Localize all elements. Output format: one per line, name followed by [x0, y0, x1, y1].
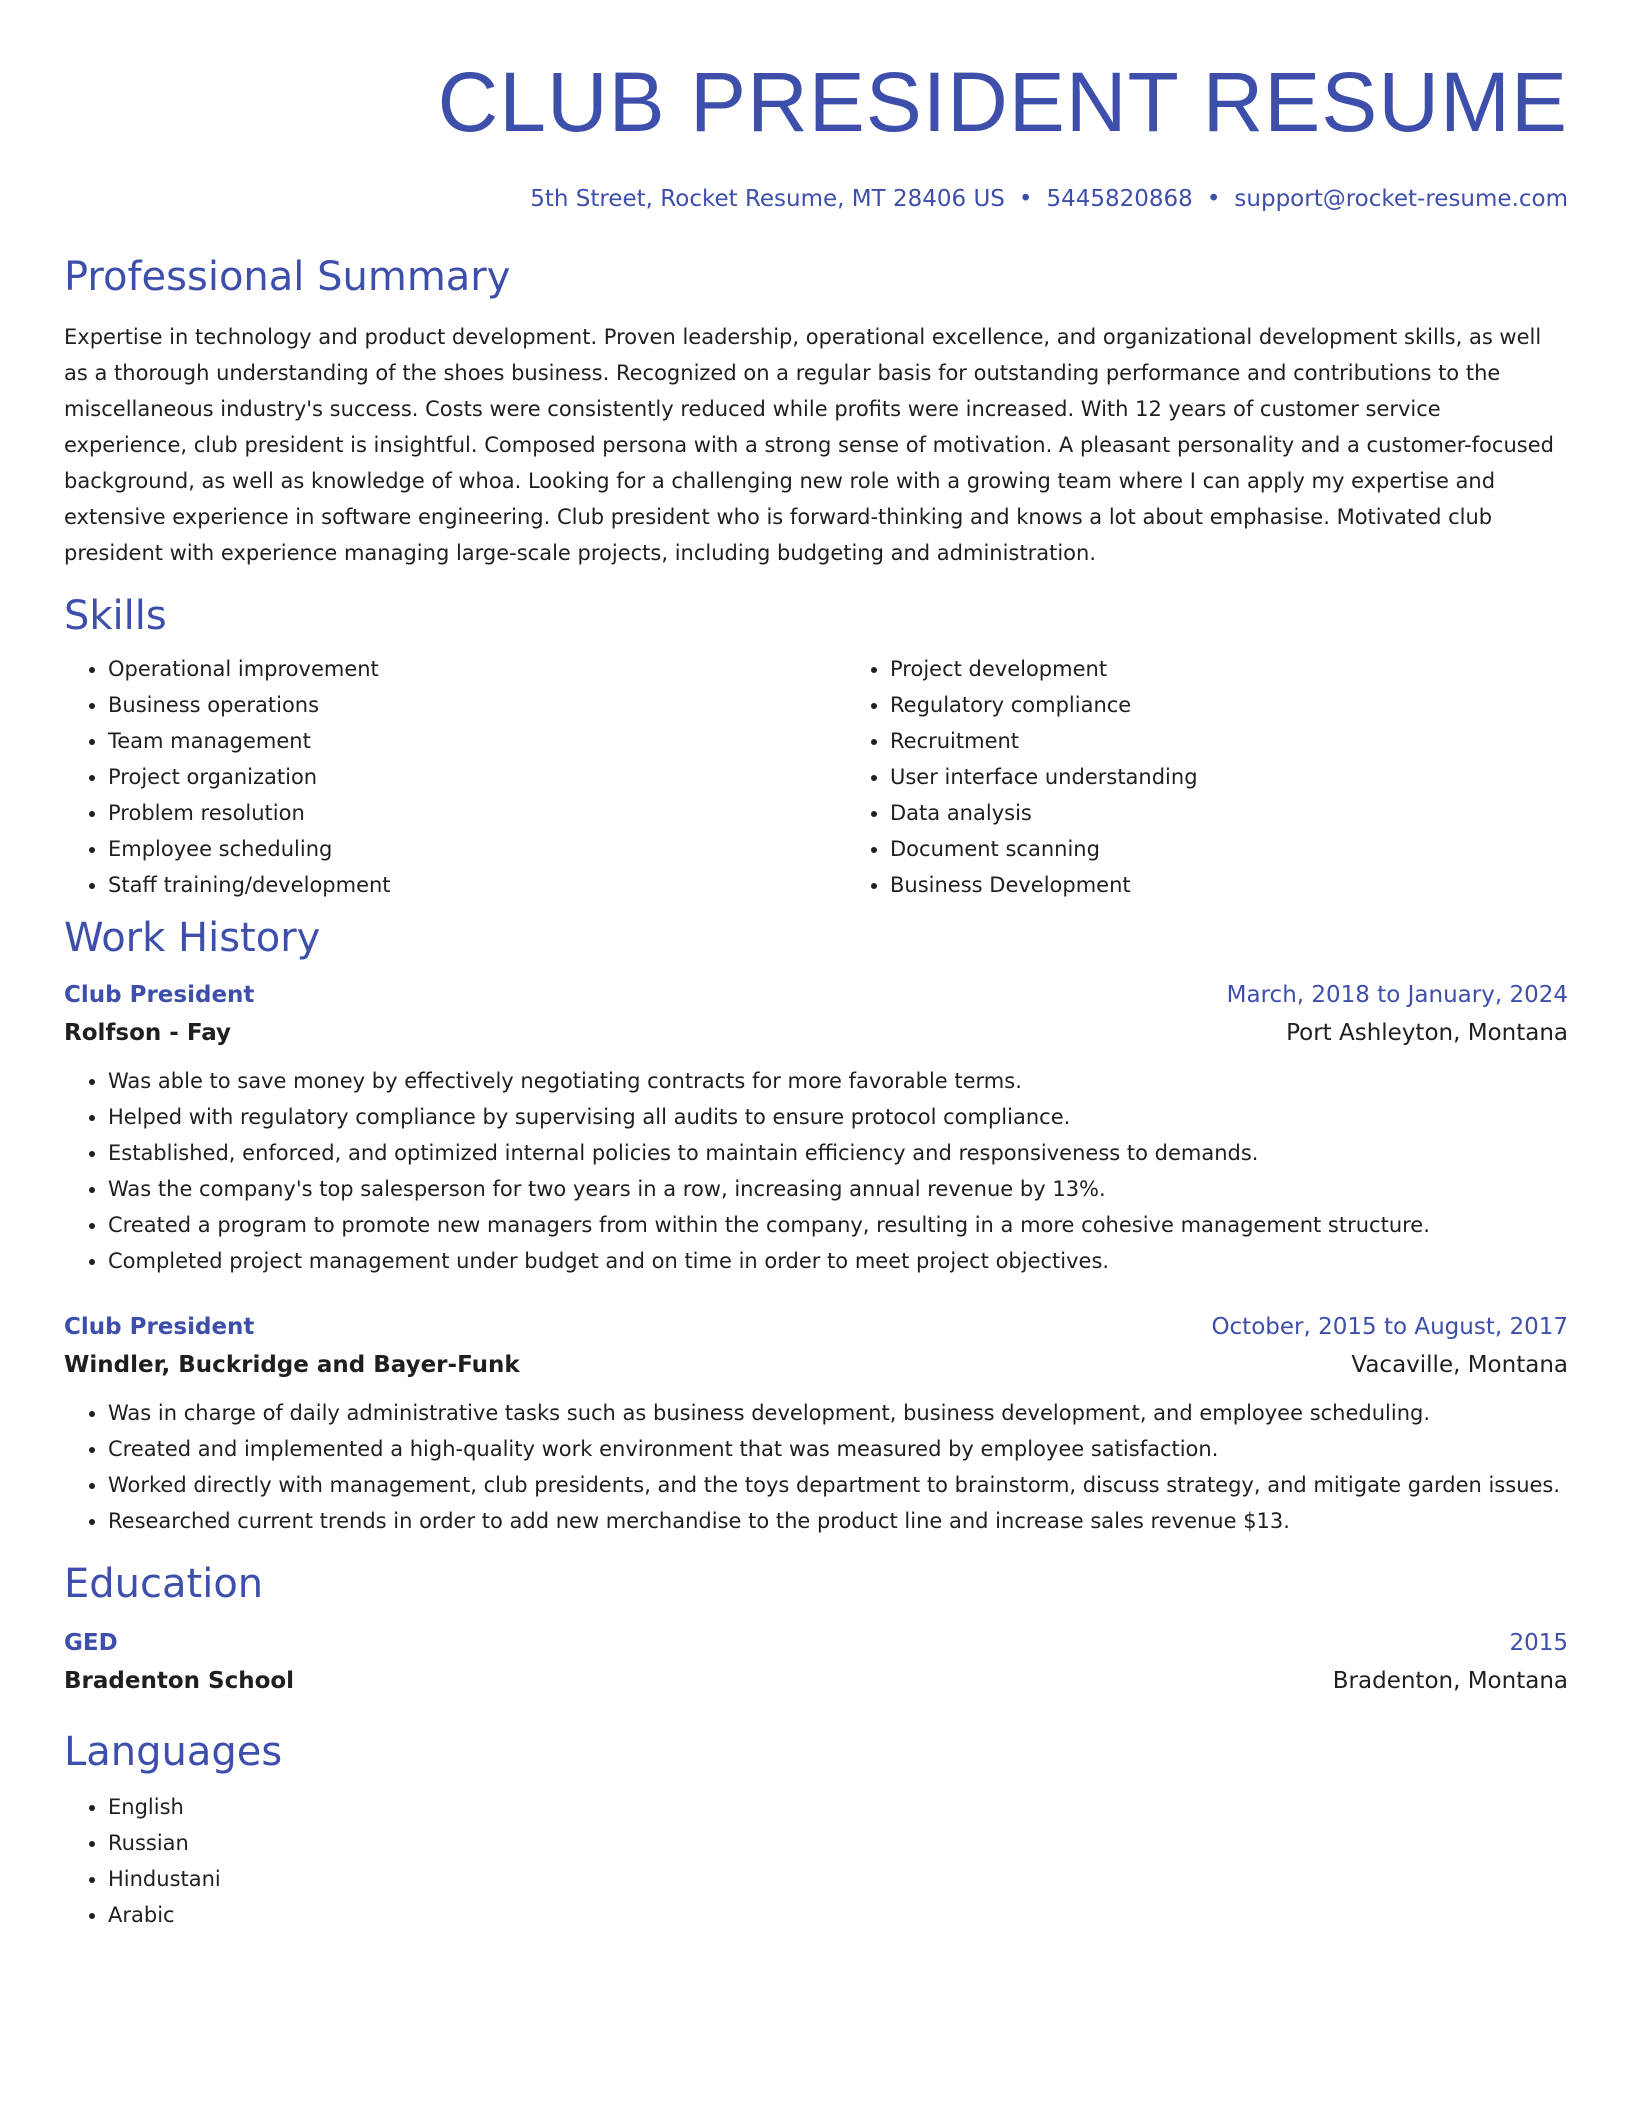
contact-phone: 5445820868 [1046, 186, 1193, 212]
job-bullets [64, 1395, 1568, 1539]
job-employer-row [64, 1345, 1568, 1385]
skill-item: • Business operations [108, 687, 846, 723]
job-bullet: • Established, enforced, and optimized internal policies to maintain efficiency and responsiveness to demands. [108, 1135, 1568, 1171]
job-bullet: • Was able to save money by effectively negotiating contracts for more favorable terms. [108, 1063, 1568, 1099]
education-degree-row [64, 1625, 1568, 1661]
skills-list-left [64, 651, 846, 903]
skills-heading: Skills [64, 593, 167, 639]
skill-item: • Problem resolution [108, 795, 846, 831]
skill-item: • Regulatory compliance [890, 687, 1628, 723]
skill-item: • Document scanning [890, 831, 1628, 867]
job-bullet: • Was in charge of daily administrative tasks such as business development, business development, and employee scheduling. [108, 1395, 1568, 1431]
language-item: • English [108, 1789, 1568, 1825]
languages-heading: Languages [64, 1729, 283, 1775]
job-title-row [64, 1309, 1568, 1345]
language-item: • Hindustani [108, 1861, 1568, 1897]
job-bullet: • Helped with regulatory compliance by supervising all audits to ensure protocol compliance. [108, 1099, 1568, 1135]
job-dates: March, 2018 to January, 2024 [1226, 982, 1568, 1008]
contact-separator: • [1206, 186, 1221, 212]
job-employer: Rolfson - Fay [64, 1020, 231, 1046]
job-bullet: • Researched current trends in order to add new merchandise to the product line and increase sales revenue $13. [108, 1503, 1568, 1539]
skill-item: • Project development [890, 651, 1628, 687]
language-item: • Arabic [108, 1897, 1568, 1933]
skill-item: • Operational improvement [108, 651, 846, 687]
education-location: Bradenton, Montana [1332, 1668, 1568, 1694]
work-history-heading: Work History [64, 915, 321, 961]
job-employer: Windler, Buckridge and Bayer-Funk [64, 1352, 520, 1378]
job-location: Vacaville, Montana [1351, 1352, 1568, 1378]
contact-address: 5th Street, Rocket Resume, MT 28406 US [530, 186, 1005, 212]
skills-list-right [846, 651, 1628, 903]
contact-separator: • [1018, 186, 1033, 212]
summary-heading: Professional Summary [64, 254, 511, 300]
skill-item: • Business Development [890, 867, 1628, 903]
job-entry [64, 1309, 1568, 1539]
education-year: 2015 [1509, 1630, 1568, 1656]
job-bullet: • Created and implemented a high-quality work environment that was measured by employee satisfaction. [108, 1431, 1568, 1467]
job-dates: October, 2015 to August, 2017 [1211, 1314, 1568, 1340]
job-title: Club President [64, 1314, 255, 1340]
skills-columns [64, 651, 1568, 903]
job-bullet: • Completed project management under budget and on time in order to meet project objectives. [108, 1243, 1568, 1279]
job-employer-row [64, 1013, 1568, 1053]
resume-header [64, 0, 1568, 214]
job-title: Club President [64, 982, 255, 1008]
languages-list [64, 1789, 1568, 1933]
education-degree: GED [64, 1630, 118, 1656]
skill-item: • Employee scheduling [108, 831, 846, 867]
skill-item: • Project organization [108, 759, 846, 795]
education-school: Bradenton School [64, 1668, 295, 1694]
summary-text: Expertise in technology and product development. Proven leadership, operational excellence, and organizational development skills, as well as a thorough understanding of the shoes business. Recognized on a regular basis for outstanding performance and contributions to the miscellaneous industry's success. Costs were consistently reduced while profits were increased. With 12 years of customer service experience, club president is insightful. Composed persona with a strong sense of motivation. A pleasant personality and a customer-focused background, as well as knowledge of whoa. Looking for a challenging new role with a growing team where I can apply my expertise and extensive experience in software engineering. Club president who is forward-thinking and knows a lot about emphasise. Motivated club president with experience managing large-scale projects, including budgeting and administration. [64, 325, 1554, 565]
job-title-row [64, 977, 1568, 1013]
skill-item: • Recruitment [890, 723, 1628, 759]
job-location: Port Ashleyton, Montana [1286, 1020, 1568, 1046]
contact-line [64, 184, 1568, 214]
language-item: • Russian [108, 1825, 1568, 1861]
skill-item: • Staff training/development [108, 867, 846, 903]
skill-item: • Data analysis [890, 795, 1628, 831]
skill-item: • User interface understanding [890, 759, 1628, 795]
contact-email[interactable]: support@rocket-resume.com [1234, 186, 1568, 212]
education-school-row [64, 1661, 1568, 1701]
job-bullets [64, 1063, 1568, 1279]
education-entry [64, 1625, 1568, 1701]
job-bullet: • Was the company's top salesperson for two years in a row, increasing annual revenue by 13%. [108, 1171, 1568, 1207]
education-heading: Education [64, 1561, 264, 1607]
job-bullet: • Created a program to promote new managers from within the company, resulting in a more cohesive management structure. [108, 1207, 1568, 1243]
skill-item: • Team management [108, 723, 846, 759]
job-entry [64, 977, 1568, 1279]
job-bullet: • Worked directly with management, club presidents, and the toys department to brainstorm, discuss strategy, and mitigate garden issues. [108, 1467, 1568, 1503]
resume-name: CLUB PRESIDENT RESUME [437, 55, 1568, 149]
